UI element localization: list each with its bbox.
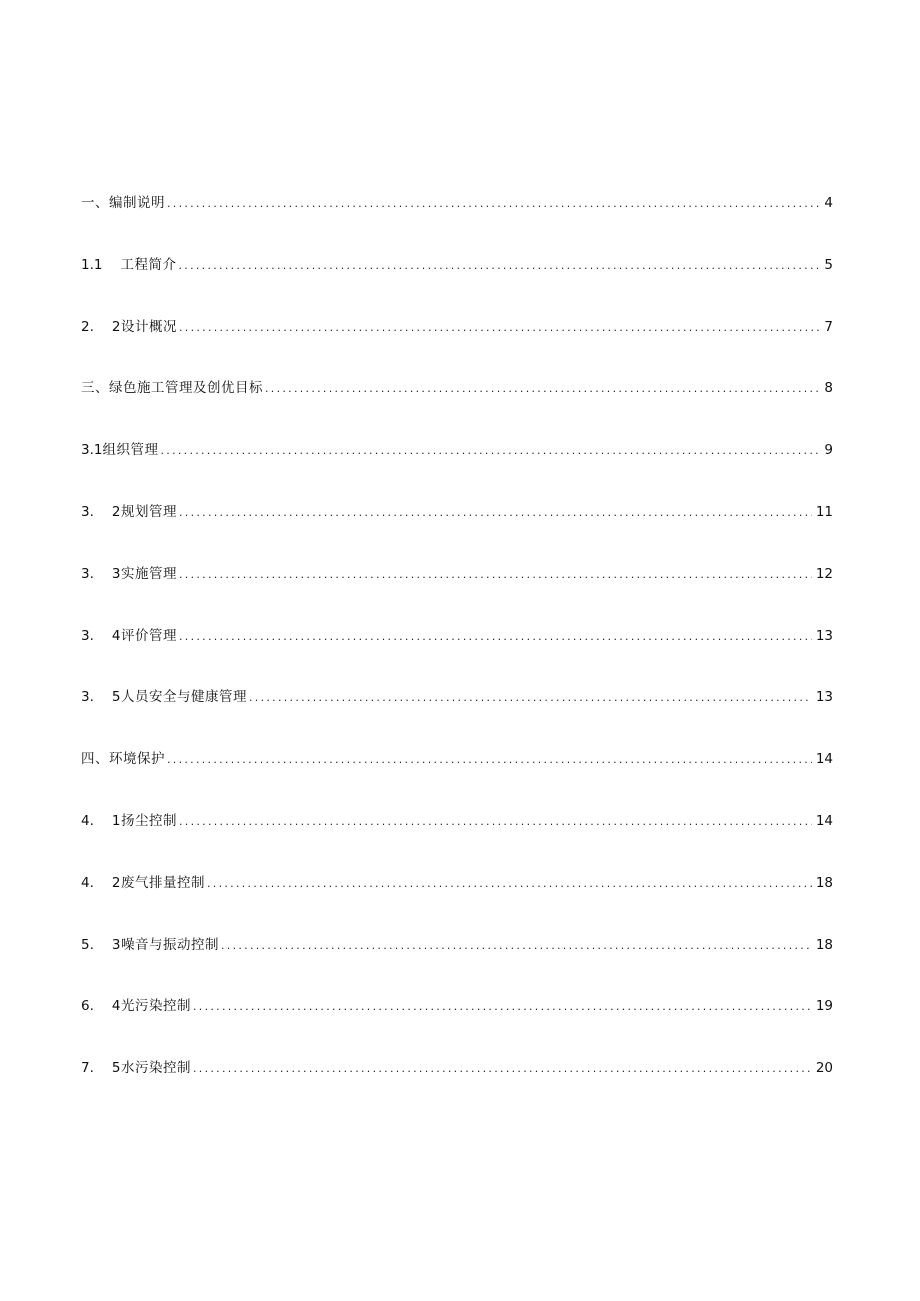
toc-entry-number: 3. [81, 565, 94, 582]
toc-entry[interactable] [81, 872, 833, 894]
toc-entry-title: 2废气排量控制 [111, 874, 205, 891]
toc-entry-title: 工程简介 [120, 256, 177, 273]
toc-entry[interactable] [81, 934, 833, 956]
toc-entry-number: 3. [81, 503, 94, 520]
toc-entry-title: 3实施管理 [111, 565, 177, 582]
toc-dot-leader [179, 626, 812, 648]
toc-entry[interactable] [81, 686, 833, 708]
toc-entry-page: 14 [815, 751, 833, 768]
toc-entry[interactable] [81, 254, 833, 276]
toc-dot-leader [178, 255, 820, 277]
toc-entry-title: 5水污染控制 [111, 1060, 191, 1077]
toc-entry-number: 4. [81, 874, 94, 891]
toc-dot-leader [179, 811, 812, 833]
toc-entry[interactable] [81, 995, 833, 1017]
toc-entry-page: 11 [815, 503, 833, 520]
toc-entry-number: 6. [81, 998, 94, 1015]
toc-entry-title: 1扬尘控制 [111, 812, 177, 829]
toc-entry-number: 7. [81, 1060, 94, 1077]
toc-dot-leader [167, 749, 812, 771]
toc-entry[interactable] [81, 501, 833, 523]
toc-entry-page: 12 [815, 565, 833, 582]
toc-entry-title: 2规划管理 [111, 503, 177, 520]
toc-entry-page: 4 [824, 195, 833, 211]
table-of-contents [81, 192, 833, 1119]
toc-entry-number: 2. [81, 318, 94, 335]
toc-entry-page: 19 [815, 998, 833, 1015]
toc-entry-title: 2设计概况 [111, 318, 177, 335]
toc-entry-number: 1.1 [81, 256, 103, 273]
toc-dot-leader [179, 317, 820, 339]
toc-entry[interactable] [81, 1057, 833, 1079]
toc-dot-leader [193, 1058, 812, 1080]
toc-entry[interactable] [81, 439, 833, 461]
toc-entry-number: 4. [81, 812, 94, 829]
toc-entry-page: 18 [815, 936, 833, 953]
toc-dot-leader [179, 502, 812, 524]
toc-dot-leader [193, 996, 812, 1018]
toc-entry[interactable] [81, 377, 833, 399]
toc-entry-title: 4光污染控制 [111, 998, 191, 1015]
toc-entry-page: 13 [815, 627, 833, 644]
toc-entry-number: 5. [81, 936, 94, 953]
toc-entry[interactable] [81, 563, 833, 585]
toc-entry[interactable] [81, 748, 833, 770]
toc-dot-leader [221, 935, 812, 957]
toc-entry[interactable] [81, 316, 833, 338]
toc-dot-leader [167, 193, 820, 215]
toc-entry-title: 4评价管理 [111, 627, 177, 644]
toc-entry-title: 一、编制说明 [81, 195, 165, 211]
toc-entry-title: 四、环境保护 [81, 751, 165, 768]
toc-entry-number: 3. [81, 689, 94, 706]
toc-entry-page: 7 [824, 318, 833, 335]
toc-entry-page: 13 [815, 689, 833, 706]
toc-entry-page: 9 [824, 442, 833, 459]
toc-entry-title: 5人员安全与健康管理 [111, 689, 247, 706]
toc-dot-leader [160, 440, 820, 462]
toc-entry-page: 20 [815, 1060, 833, 1077]
toc-entry-title: 组织管理 [102, 442, 159, 459]
toc-entry[interactable] [81, 810, 833, 832]
toc-entry-title: 3噪音与振动控制 [111, 936, 219, 953]
toc-entry-title: 三、绿色施工管理及创优目标 [81, 380, 263, 397]
toc-entry-page: 5 [824, 256, 833, 273]
toc-dot-leader [265, 378, 820, 400]
toc-dot-leader [207, 873, 812, 895]
toc-entry-number: 3.1 [81, 442, 103, 459]
toc-entry-page: 18 [815, 874, 833, 891]
toc-entry-number: 3. [81, 627, 94, 644]
toc-entry-page: 14 [815, 812, 833, 829]
toc-entry[interactable] [81, 625, 833, 647]
toc-entry-page: 8 [824, 380, 833, 397]
toc-entry[interactable] [81, 192, 833, 214]
toc-dot-leader [249, 687, 812, 709]
toc-dot-leader [179, 564, 812, 586]
